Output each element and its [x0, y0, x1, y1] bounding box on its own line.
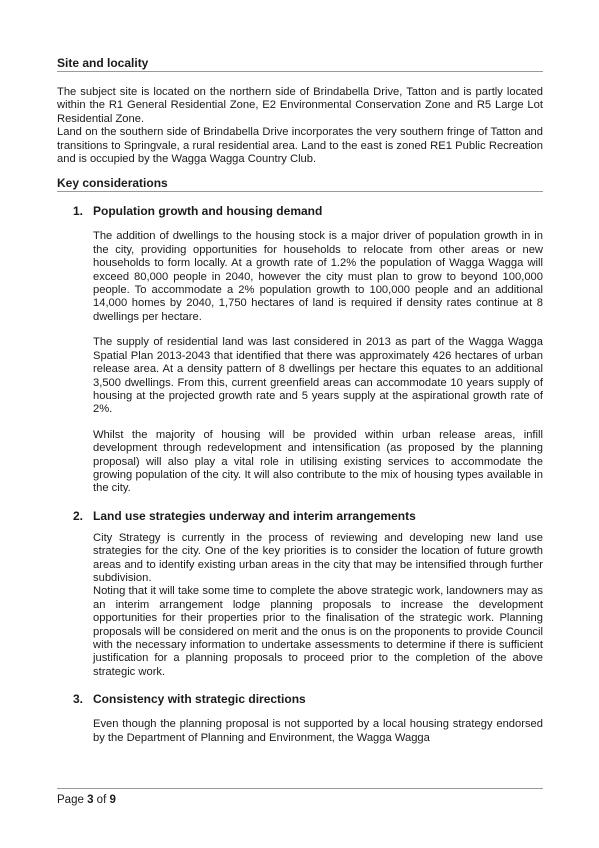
- list-item: [57, 204, 543, 495]
- item-heading: [57, 509, 543, 523]
- item-number: 3.: [73, 692, 84, 707]
- page-footer: [57, 788, 543, 806]
- paragraph: Noting that it will take some time to complete the above strategic work, landowners may as an interim arrangement lodge planning proposals to increase the development opportunities for their properties prior to the finalisation of the strategic work. Planning proposals will be considered on merit and the onus is on the proponents to provide Council with the necessary information to undertake assessments to determine if there is sufficient justification for a planning proposals to proceed prior to the completion of the above strategic work.: [93, 585, 543, 678]
- footer-page-label: Page: [57, 794, 84, 806]
- paragraph: Land on the southern side of Brindabella Drive incorporates the very southern fringe of Tatton and transitions to Springvale, a rural residential area. Land to the east is zoned RE1 Public Recreation and is occupied by the Wagga Wagga Country Club.: [57, 126, 543, 166]
- item-title: Land use strategies underway and interim arrangements: [93, 508, 416, 523]
- item-number: 2.: [73, 508, 84, 523]
- paragraph: Whilst the majority of housing will be provided within urban release areas, infill development through redevelopment and intensification (as proposed by the planning proposal) will also play a vital role in utilising existing services to accommodate the growing population of the city. It will also contribute to the mix of housing types available in the city.: [93, 428, 543, 495]
- list-item: [57, 692, 543, 745]
- item-heading: [57, 204, 543, 218]
- item-heading: [57, 692, 543, 706]
- section-heading-site: Site and locality: [57, 56, 543, 72]
- item-title: Population growth and housing demand: [93, 204, 323, 219]
- footer-current-page: 3: [87, 794, 94, 806]
- list-item: [57, 509, 543, 679]
- item-title: Consistency with strategic directions: [93, 692, 306, 707]
- paragraph: The subject site is located on the northern side of Brindabella Drive, Tatton and is partly located within the R1 General Residential Zone, E2 Environmental Conservation Zone and R5 Large Lot Residential Zone.: [57, 86, 543, 125]
- document-page: [57, 56, 543, 745]
- section-heading-key-considerations: Key considerations: [57, 176, 543, 192]
- footer-total-pages: 9: [109, 794, 116, 806]
- paragraph: Even though the planning proposal is not supported by a local housing strategy endorsed by the Department of Planning and Environment, the Wagga Wagga: [93, 718, 543, 744]
- paragraph: City Strategy is currently in the process of reviewing and developing new land use strategies for the city. One of the key priorities is to consider the location of future growth areas and to identify existing urban areas in the city that may be intensified through further subdivision.: [93, 531, 543, 584]
- item-number: 1.: [73, 204, 84, 219]
- footer-of-label: of: [96, 794, 107, 806]
- paragraph: The supply of residential land was last considered in 2013 as part of the Wagga Wagga Spatial Plan 2013-2043 that identified that there was approximately 426 hectares of urban release area. At a density pattern of 8 dwellings per hectare this equates to an additional 3,500 dwellings. From this, current greenfield areas can accommodate 10 years supply of housing at the projected growth rate and 5 years supply at the aspirational growth rate of 2%.: [93, 336, 543, 416]
- paragraph: The addition of dwellings to the housing stock is a major driver of population growth in in the city, providing opportunities for households to relocate from other areas or new households to form locally. At a growth rate of 1.2% the population of Wagga Wagga will exceed 80,000 people in 2040, however the city must plan to grow to beyond 100,000 people. To accommodate a 2% population growth to 100,000 people and an additional 14,000 homes by 2040, 1,750 hectares of land is required if density rates continue at 8 dwellings per hectare.: [93, 230, 543, 323]
